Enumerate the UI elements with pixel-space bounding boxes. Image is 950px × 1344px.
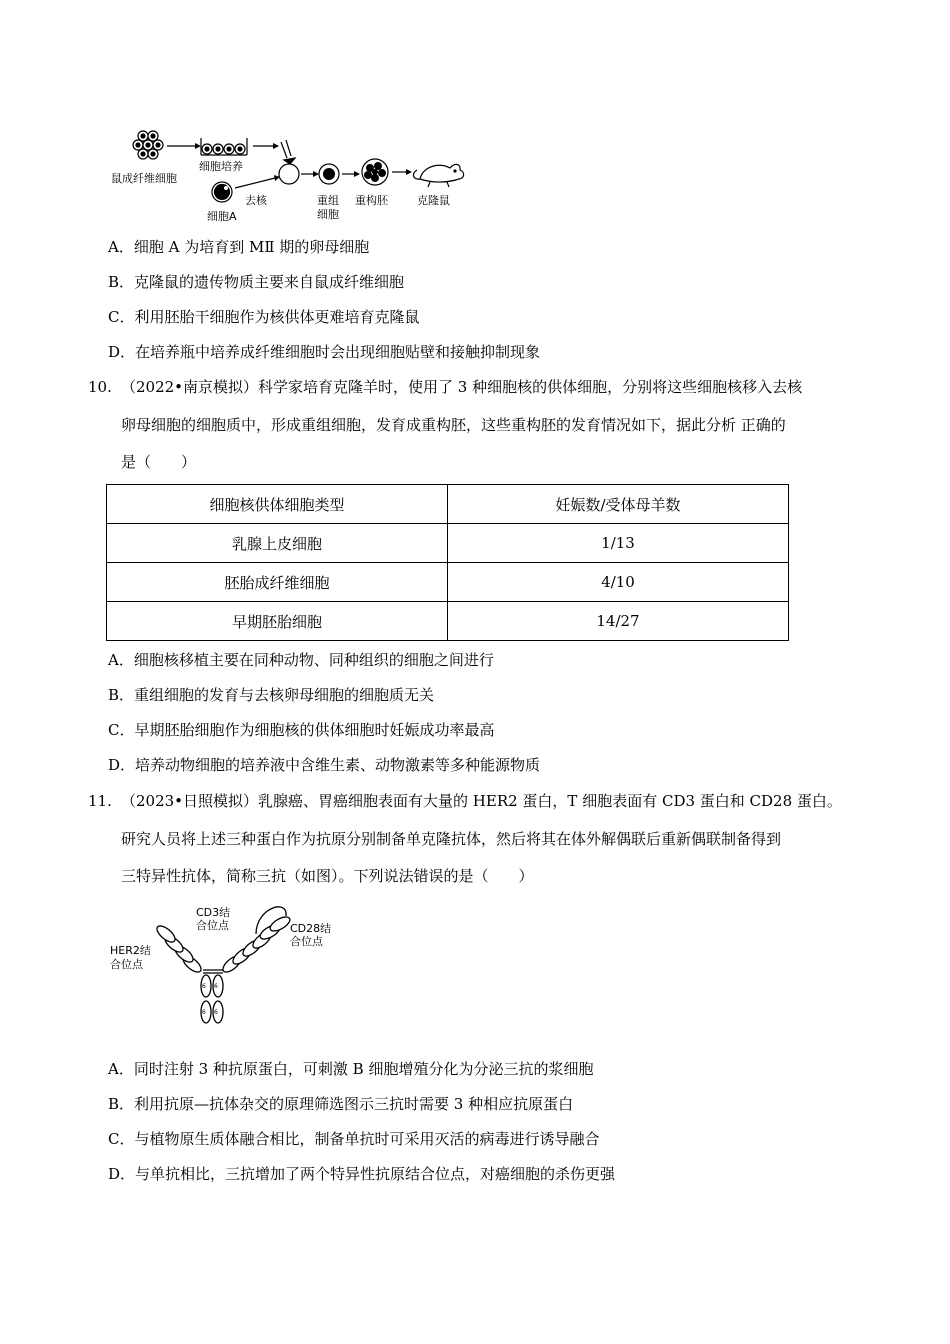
label-recombinant-line2: 细胞 — [317, 208, 339, 221]
q11-stem-line3: 三特异性抗体，简称三抗（如图）。下列说法错误的是（ ） — [121, 867, 534, 885]
q10-stem-line3: 是（ ） — [121, 453, 197, 471]
table-cell: 胚胎成纤维细胞 — [107, 563, 448, 602]
svg-text:6: 6 — [202, 1009, 206, 1016]
cloning-process-figure — [105, 124, 475, 224]
q11-stem-line2: 研究人员将上述三种蛋白作为抗原分别制备单克隆抗体，然后将其在体外解偶联后重新偶联制备得到 — [121, 830, 782, 848]
label-enucleate: 去核 — [245, 194, 267, 207]
table-cell: 14/27 — [448, 602, 789, 641]
q11-option-c: C．与植物原生质体融合相比，制备单抗时可采用灭活的病毒进行诱导融合 — [108, 1130, 600, 1148]
q10-stem-line1: （2022•南京模拟）科学家培育克隆羊时，使用了 3 种细胞核的供体细胞，分别将这些细胞核移入去核 — [121, 378, 803, 396]
q10-data-table — [106, 484, 789, 641]
label-her2-site-line1: HER2结 — [110, 944, 151, 957]
label-cd3-site-line1: CD3结 — [196, 906, 231, 919]
q9-option-a: A．细胞 A 为培育到 MⅡ 期的卵母细胞 — [108, 238, 370, 256]
q10-option-b: B．重组细胞的发育与去核卵母细胞的细胞质无关 — [108, 686, 435, 704]
q11-option-b: B．利用抗原—抗体杂交的原理筛选图示三抗时需要 3 种相应抗原蛋白 — [108, 1095, 574, 1113]
recombinant-cell-icon — [319, 164, 339, 184]
label-cd28-site-line1: CD28结 — [290, 922, 332, 935]
label-recombinant-line1: 重组 — [317, 194, 339, 207]
q9-option-d: D．在培养瓶中培养成纤维细胞时会出现细胞贴壁和接触抑制现象 — [108, 343, 541, 361]
q11-number: 11. — [88, 792, 112, 810]
label-cd28-site-line2: 合位点 — [290, 935, 323, 948]
svg-text:6: 6 — [202, 983, 206, 990]
q10-option-d: D．培养动物细胞的培养液中含维生素、动物激素等多种能源物质 — [108, 756, 541, 774]
q10-stem-line2: 卵母细胞的细胞质中，形成重组细胞，发育成重构胚，这些重构胚的发育情况如下，据此分析 正确的 — [121, 416, 786, 434]
label-embryo: 重构胚 — [355, 194, 388, 207]
label-cd3-site-line2: 合位点 — [196, 919, 229, 932]
q11-option-a: A．同时注射 3 种抗原蛋白，可刺激 B 细胞增殖分化为分泌三抗的浆细胞 — [108, 1060, 594, 1078]
clone-mouse-icon — [413, 164, 463, 187]
table-header-cell: 妊娠数/受体母羊数 — [448, 485, 789, 524]
table-row — [107, 602, 789, 641]
table-row — [107, 563, 789, 602]
q10-option-c: C．早期胚胎细胞作为细胞核的供体细胞时妊娠成功率最高 — [108, 721, 495, 739]
cell-a-icon — [212, 182, 232, 202]
label-fibroblast: 鼠成纤维细胞 — [111, 172, 177, 185]
label-cell-a: 细胞A — [207, 210, 237, 223]
trispecific-antibody-figure — [106, 898, 346, 1033]
label-her2-site-line2: 合位点 — [110, 958, 143, 971]
table-row — [107, 524, 789, 563]
fibroblast-cluster-icon — [133, 131, 163, 159]
label-clone-mouse: 克隆鼠 — [417, 194, 450, 207]
table-header-row — [107, 485, 789, 524]
q10-number: 10. — [88, 378, 112, 396]
q9-option-c: C．利用胚胎干细胞作为核供体更难培育克隆鼠 — [108, 308, 420, 326]
q9-option-b: B．克隆鼠的遗传物质主要来自鼠成纤维细胞 — [108, 273, 405, 291]
table-cell: 1/13 — [448, 524, 789, 563]
enucleated-egg-icon — [279, 164, 299, 184]
label-cell-culture: 细胞培养 — [199, 160, 243, 173]
q11-stem-line1: （2023•日照模拟）乳腺癌、胃癌细胞表面有大量的 HER2 蛋白，T 细胞表面有 CD3 蛋白和 CD28 蛋白。 — [121, 792, 842, 810]
table-cell: 4/10 — [448, 563, 789, 602]
table-cell: 乳腺上皮细胞 — [107, 524, 448, 563]
svg-text:6: 6 — [214, 1009, 218, 1016]
q10-option-a: A．细胞核移植主要在同种动物、同种组织的细胞之间进行 — [108, 651, 494, 669]
q11-option-d: D．与单抗相比，三抗增加了两个特异性抗原结合位点，对癌细胞的杀伤更强 — [108, 1165, 616, 1183]
table-header-cell: 细胞核供体细胞类型 — [107, 485, 448, 524]
svg-text:6: 6 — [214, 983, 218, 990]
injection-pipette-icon — [281, 140, 295, 164]
reconstructed-embryo-icon — [362, 159, 388, 185]
table-cell: 早期胚胎细胞 — [107, 602, 448, 641]
cell-culture-icon — [201, 138, 247, 155]
